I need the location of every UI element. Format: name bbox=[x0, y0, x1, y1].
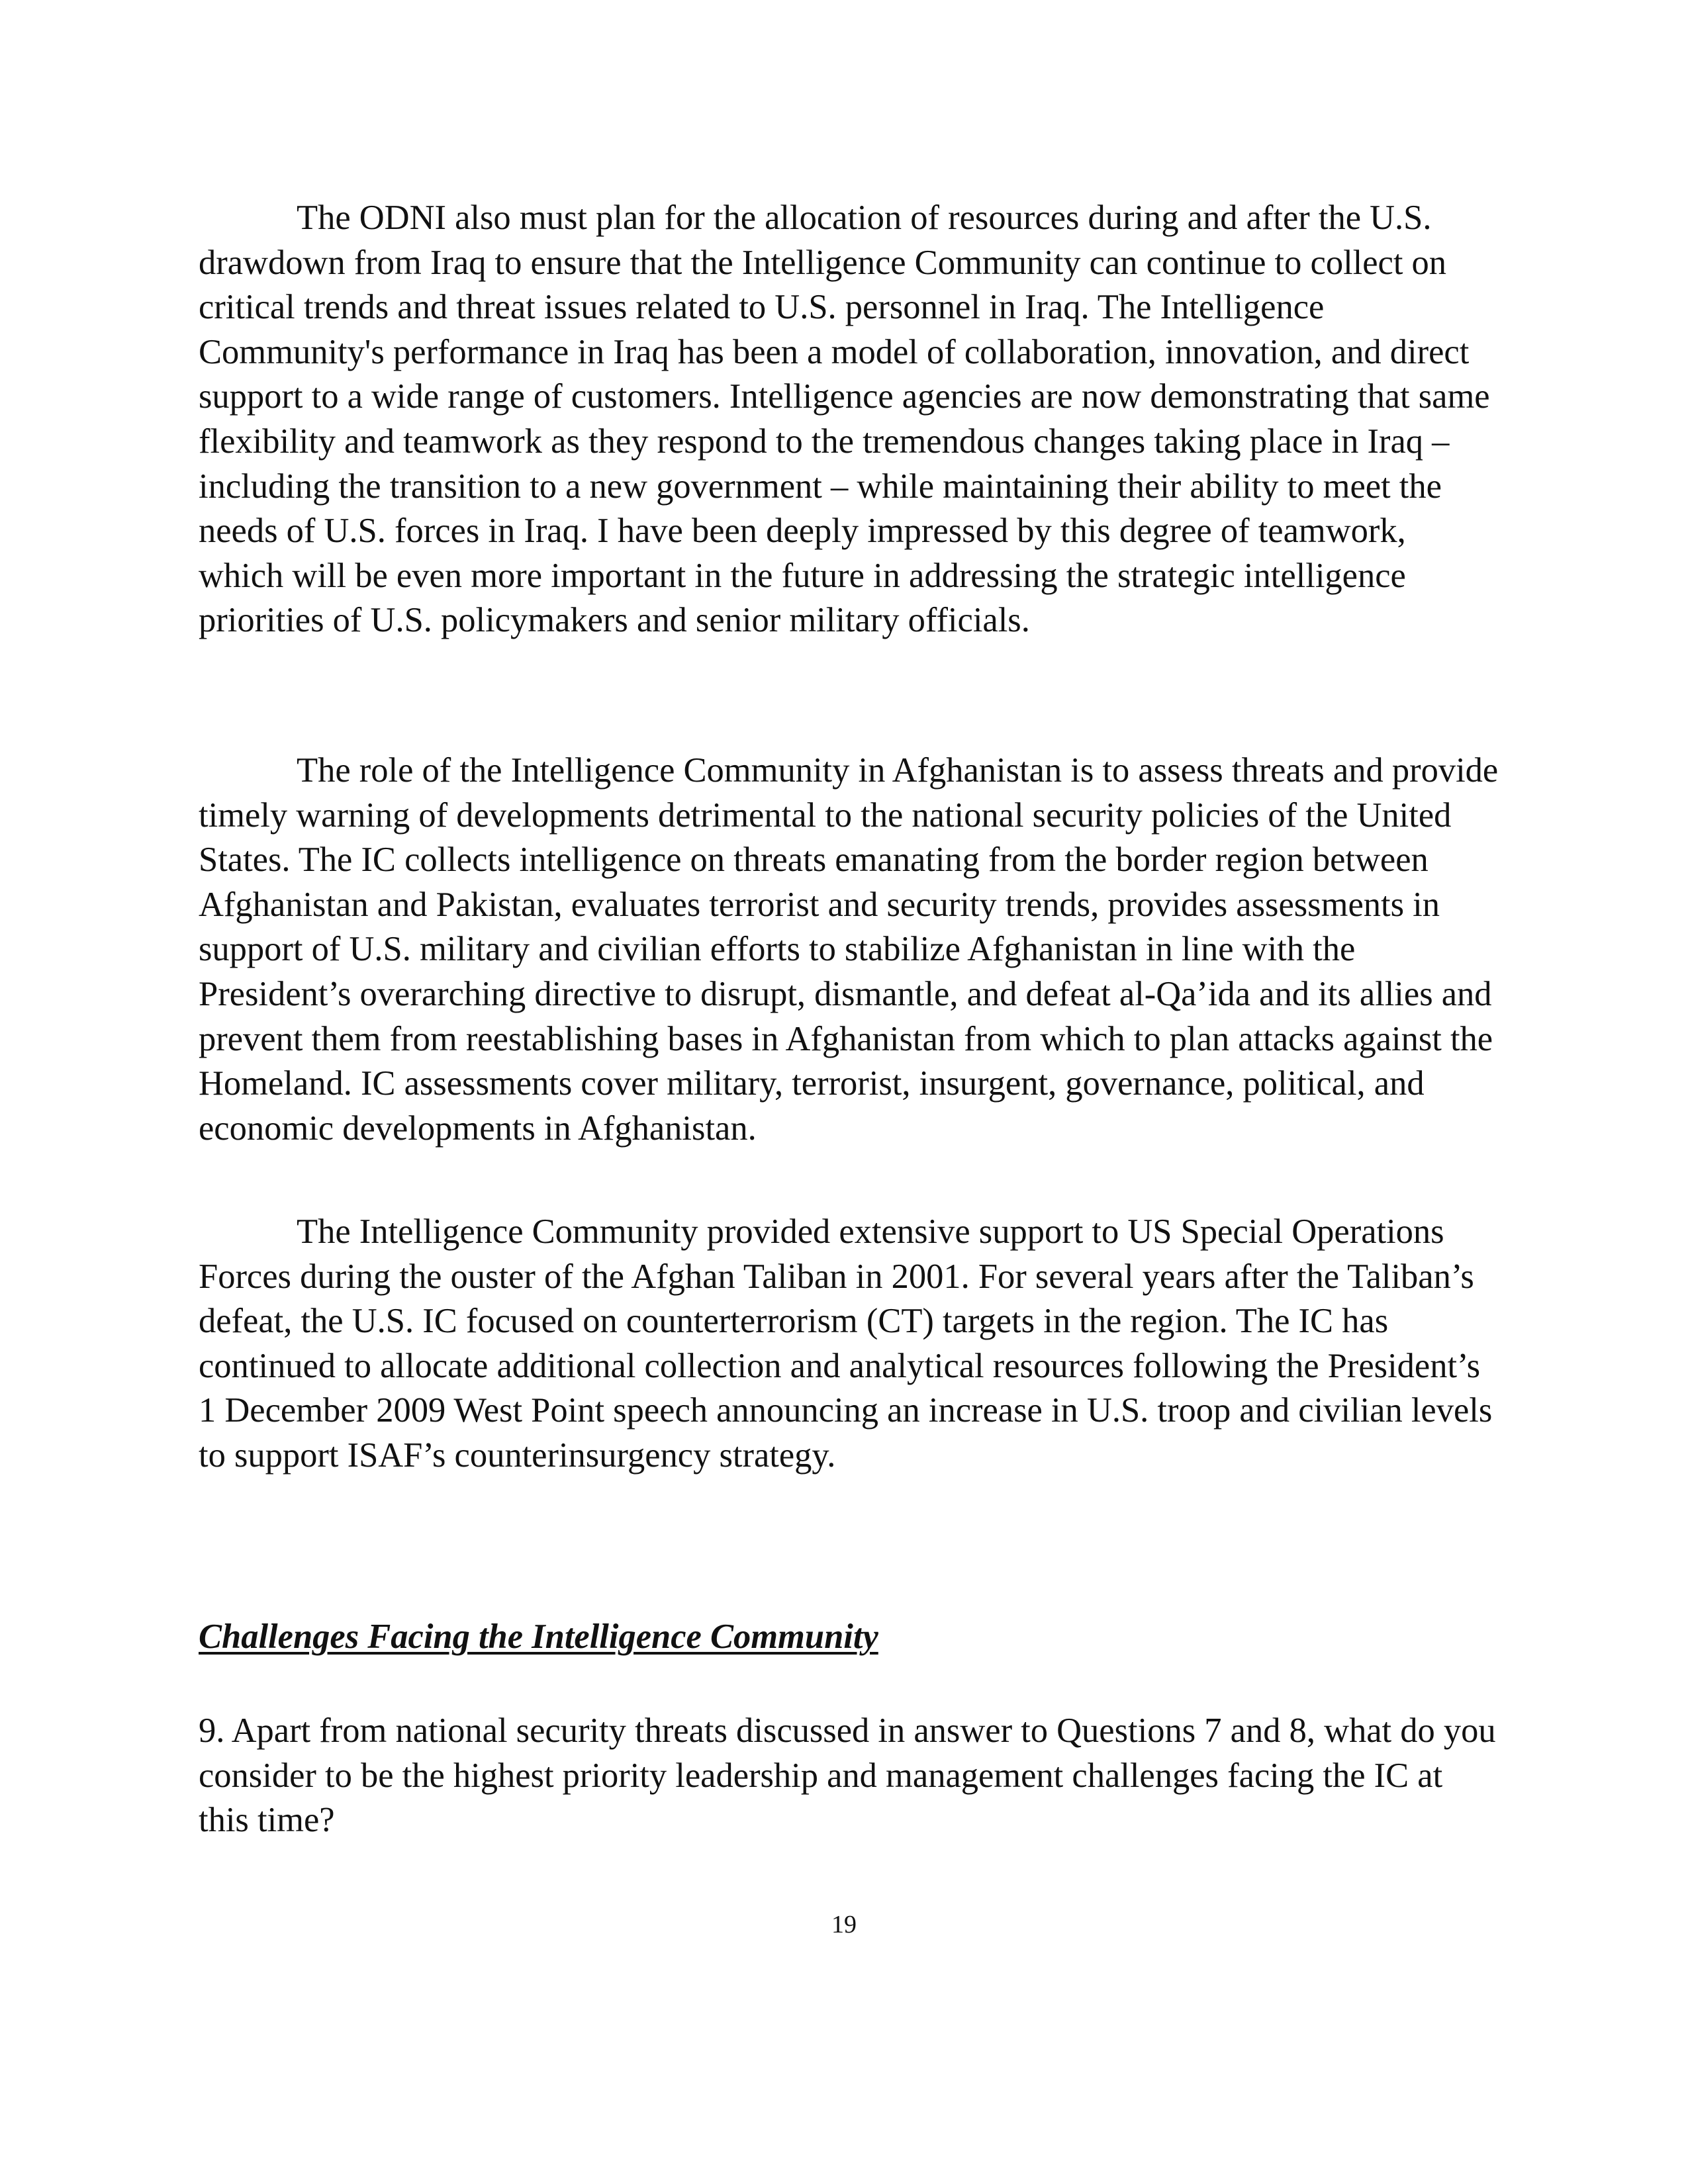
paragraph-afghanistan-role: The role of the Intelligence Community in Afghanistan is to assess threats and provide timely warning of developments detrimental to the national security policies of the United States. The IC collects intelligence on threats emanating from the border region between Afghanistan and Pakistan, evaluates terrorist and security trends, provides assessments in support of U.S. military and civilian efforts to stabilize Afghanistan in line with the President’s overarching directive to disrupt, dismantle, and defeat al-Qa’ida and its allies and prevent them from reestablishing bases in Afghanistan from which to plan attacks against the Homeland. IC assessments cover military, terrorist, insurgent, governance, political, and economic developments in Afghanistan. bbox=[199, 751, 1499, 1148]
paragraph-iraq-drawdown: The ODNI also must plan for the allocation of resources during and after the U.S. drawdown from Iraq to ensure that the Intelligence Community can continue to collect on critical trends and threat issues related to U.S. personnel in Iraq. The Intelligence Community's performance in Iraq has been a model of collaboration, innovation, and direct support to a wide range of customers. Intelligence agencies are now demonstrating that same flexibility and teamwork as they respond to the tremendous changes taking place in Iraq – including the transition to a new government – while maintaining their ability to meet the needs of U.S. forces in Iraq. I have been deeply impressed by this degree of teamwork, which will be even more important in the future in addressing the strategic intelligence priorities of U.S. policymakers and senior military officials. bbox=[199, 199, 1490, 640]
question-9: 9. Apart from national security threats discussed in answer to Questions 7 and 8, what do you consider to be the highest priority leadership and management challenges facing the IC at this time? bbox=[199, 1711, 1496, 1840]
paragraph-special-operations: The Intelligence Community provided extensive support to US Special Operations Forces during the ouster of the Afghan Taliban in 2001. For several years after the Taliban’s defeat, the U.S. IC focused on counterterrorism (CT) targets in the region. The IC has continued to allocate additional collection and analytical resources following the President’s 1 December 2009 West Point speech announcing an increase in U.S. troop and civilian levels to support ISAF’s counterinsurgency strategy. bbox=[199, 1212, 1493, 1475]
section-heading: Challenges Facing the Intelligence Community bbox=[199, 1617, 878, 1656]
page-number: 19 bbox=[831, 1911, 857, 1938]
